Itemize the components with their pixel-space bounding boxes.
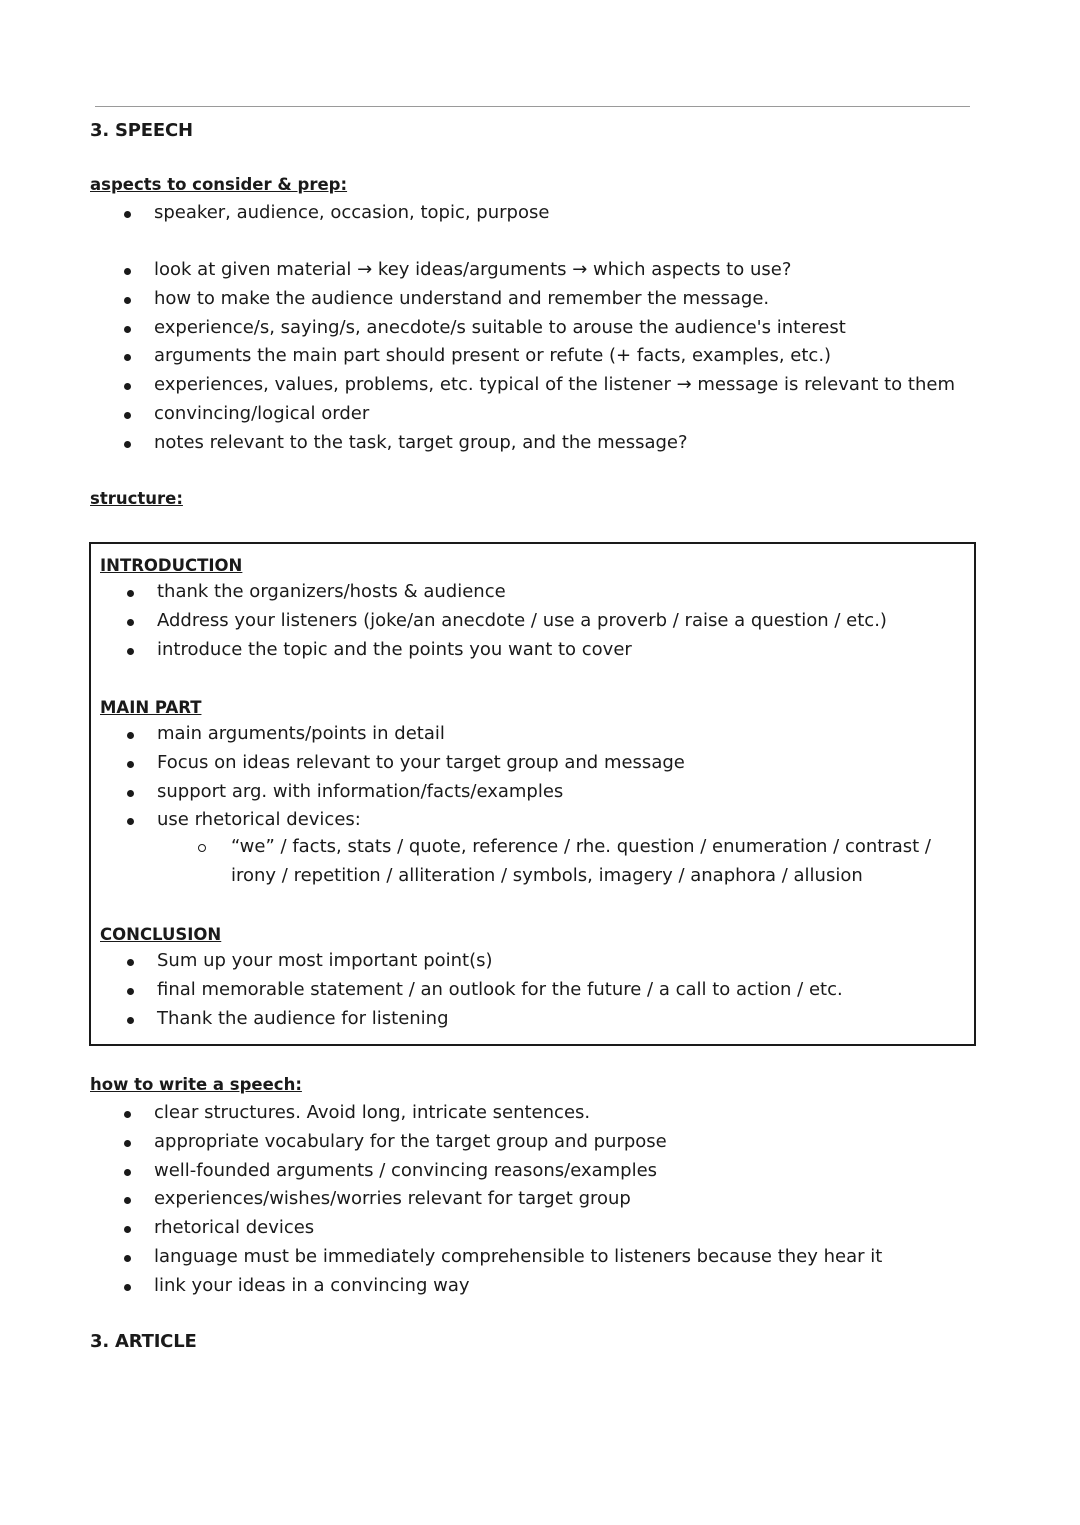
how-to-write-heading: how to write a speech: [90,1075,302,1094]
list-item: thank the organizers/hosts & audience [91,578,887,607]
introduction-heading: INTRODUCTION [100,556,243,575]
list-item: use rhetorical devices: [91,806,685,835]
hollow-bullet-icon [198,844,206,852]
list-item: clear structures. Avoid long, intricate sentences. [90,1099,882,1128]
conclusion-heading: CONCLUSION [100,925,222,944]
list-item: look at given material → key ideas/arguments → which aspects to use? [90,256,955,285]
list-item: support arg. with information/facts/examples [91,778,685,807]
list-item: how to make the audience understand and remember the message. [90,285,955,314]
list-item: Sum up your most important point(s) [91,947,843,976]
list-item: speaker, audience, occasion, topic, purpose [90,199,549,228]
conclusion-list [91,947,843,1033]
rhetorical-devices-text: “we” / facts, stats / quote, reference / rhe. question / enumeration / contrast / irony / repetition / alliteration / symbols, imagery / anaphora / allusion [231,836,931,886]
list-item: Address your listeners (joke/an anecdote / use a proverb / raise a question / etc.) [91,607,887,636]
article-heading: 3. ARTICLE [90,1331,197,1352]
top-divider [95,106,970,107]
structure-heading: structure: [90,489,183,508]
list-item: convincing/logical order [90,400,955,429]
list-item: Focus on ideas relevant to your target group and message [91,749,685,778]
list-item: main arguments/points in detail [91,720,685,749]
aspects-list [90,256,955,458]
structure-box [89,542,976,1046]
list-item: arguments the main part should present or refute (+ facts, examples, etc.) [90,342,955,371]
speech-heading: 3. SPEECH [90,120,193,141]
main-part-heading: MAIN PART [100,698,202,717]
list-item: language must be immediately comprehensible to listeners because they hear it [90,1243,882,1272]
list-item: experience/s, saying/s, anecdote/s suitable to arouse the audience's interest [90,314,955,343]
main-part-list [91,720,685,835]
introduction-list [91,578,887,664]
list-item: final memorable statement / an outlook for the future / a call to action / etc. [91,976,843,1005]
aspects-heading: aspects to consider & prep: [90,175,348,194]
list-item: experiences, values, problems, etc. typical of the listener → message is relevant to them [90,371,955,400]
list-item: link your ideas in a convincing way [90,1272,882,1301]
list-item: Thank the audience for listening [91,1005,843,1034]
list-item: appropriate vocabulary for the target group and purpose [90,1128,882,1157]
list-item: well-founded arguments / convincing reasons/examples [90,1157,882,1186]
list-item: introduce the topic and the points you want to cover [91,636,887,665]
list-item: experiences/wishes/worries relevant for target group [90,1185,882,1214]
rhetorical-devices-subitem [231,833,971,891]
list-item: rhetorical devices [90,1214,882,1243]
aspects-first-list [90,199,549,228]
list-item: notes relevant to the task, target group, and the message? [90,429,955,458]
how-to-write-list [90,1099,882,1301]
